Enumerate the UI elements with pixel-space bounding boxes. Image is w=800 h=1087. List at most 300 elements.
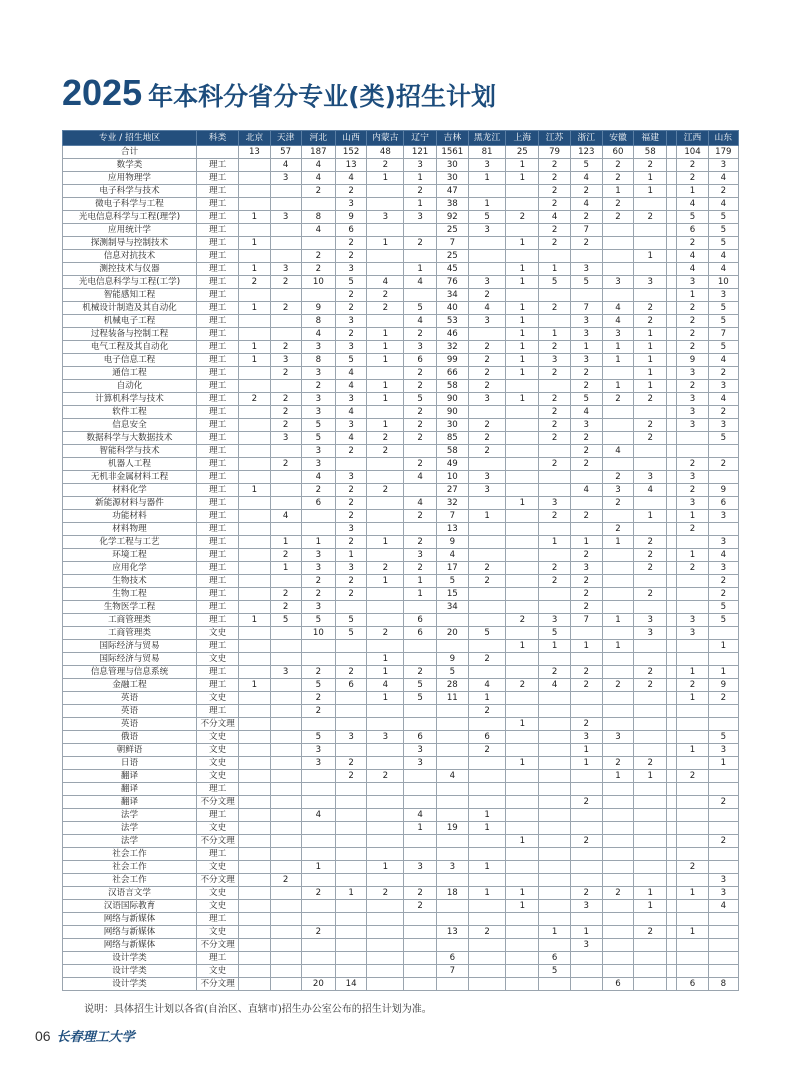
quota-cell bbox=[634, 198, 667, 211]
quota-cell bbox=[239, 198, 270, 211]
quota-cell: 1 bbox=[602, 185, 633, 198]
quota-cell bbox=[667, 796, 677, 809]
quota-cell bbox=[239, 471, 270, 484]
quota-cell bbox=[667, 497, 677, 510]
quota-cell: 1 bbox=[506, 159, 539, 172]
quota-cell bbox=[667, 185, 677, 198]
quota-cell: 2 bbox=[570, 718, 602, 731]
quota-cell bbox=[667, 445, 677, 458]
quota-cell bbox=[539, 835, 570, 848]
quota-cell bbox=[634, 406, 667, 419]
major-cell: 法学 bbox=[63, 835, 197, 848]
category-cell: 理工 bbox=[196, 393, 238, 406]
table-row bbox=[63, 978, 739, 991]
quota-cell bbox=[539, 601, 570, 614]
category-cell: 理工 bbox=[196, 588, 238, 601]
quota-cell bbox=[335, 939, 366, 952]
quota-cell bbox=[367, 471, 404, 484]
quota-cell bbox=[506, 484, 539, 497]
major-cell: 汉语言文学 bbox=[63, 887, 197, 900]
quota-cell: 2 bbox=[570, 432, 602, 445]
quota-cell: 7 bbox=[436, 510, 468, 523]
major-cell: 俄语 bbox=[63, 731, 197, 744]
table-row bbox=[63, 341, 739, 354]
quota-cell bbox=[436, 744, 468, 757]
quota-cell bbox=[506, 510, 539, 523]
quota-cell: 92 bbox=[436, 211, 468, 224]
quota-cell bbox=[667, 367, 677, 380]
table-row bbox=[63, 354, 739, 367]
quota-cell bbox=[708, 783, 738, 796]
quota-cell: 2 bbox=[404, 185, 436, 198]
quota-cell bbox=[404, 835, 436, 848]
quota-cell: 2 bbox=[570, 445, 602, 458]
quota-cell bbox=[468, 263, 505, 276]
quota-cell: 90 bbox=[436, 406, 468, 419]
quota-cell: 2 bbox=[270, 874, 301, 887]
quota-cell: 4 bbox=[367, 679, 404, 692]
quota-cell bbox=[239, 666, 270, 679]
quota-cell bbox=[634, 575, 667, 588]
table-row bbox=[63, 861, 739, 874]
quota-cell: 1 bbox=[367, 354, 404, 367]
quota-cell: 2 bbox=[468, 367, 505, 380]
quota-cell: 46 bbox=[436, 328, 468, 341]
quota-cell bbox=[270, 705, 301, 718]
quota-cell bbox=[239, 380, 270, 393]
quota-cell: 3 bbox=[539, 354, 570, 367]
major-cell: 无机非金属材料工程 bbox=[63, 471, 197, 484]
major-cell: 数学类 bbox=[63, 159, 197, 172]
quota-cell bbox=[239, 822, 270, 835]
quota-cell: 4 bbox=[708, 250, 738, 263]
category-cell: 理工 bbox=[196, 250, 238, 263]
quota-cell bbox=[239, 536, 270, 549]
quota-cell: 3 bbox=[335, 315, 366, 328]
quota-cell bbox=[667, 874, 677, 887]
quota-cell: 4 bbox=[602, 315, 633, 328]
quota-cell: 1 bbox=[367, 380, 404, 393]
major-cell: 测控技术与仪器 bbox=[63, 263, 197, 276]
table-row bbox=[63, 627, 739, 640]
quota-cell: 3 bbox=[468, 471, 505, 484]
quota-cell bbox=[539, 744, 570, 757]
quota-cell: 6 bbox=[301, 497, 335, 510]
quota-cell: 1 bbox=[634, 172, 667, 185]
quota-cell bbox=[602, 549, 633, 562]
category-cell: 理工 bbox=[196, 523, 238, 536]
quota-cell: 2 bbox=[602, 679, 633, 692]
quota-cell: 3 bbox=[708, 874, 738, 887]
quota-cell: 1 bbox=[506, 315, 539, 328]
major-cell: 社会工作 bbox=[63, 861, 197, 874]
quota-cell: 2 bbox=[301, 887, 335, 900]
quota-cell bbox=[436, 731, 468, 744]
quota-cell bbox=[602, 627, 633, 640]
quota-cell: 2 bbox=[335, 237, 366, 250]
quota-cell: 2 bbox=[335, 302, 366, 315]
quota-cell: 1 bbox=[468, 692, 505, 705]
quota-cell: 2 bbox=[602, 757, 633, 770]
quota-cell bbox=[667, 276, 677, 289]
quota-cell bbox=[468, 666, 505, 679]
major-cell: 网络与新媒体 bbox=[63, 926, 197, 939]
table-row bbox=[63, 497, 739, 510]
quota-cell bbox=[506, 874, 539, 887]
major-cell: 电子信息工程 bbox=[63, 354, 197, 367]
quota-cell bbox=[602, 861, 633, 874]
quota-cell bbox=[301, 900, 335, 913]
quota-cell: 2 bbox=[677, 861, 708, 874]
quota-cell: 3 bbox=[468, 159, 505, 172]
category-cell: 理工 bbox=[196, 237, 238, 250]
quota-cell bbox=[335, 965, 366, 978]
quota-cell bbox=[677, 445, 708, 458]
quota-cell: 2 bbox=[335, 445, 366, 458]
quota-cell bbox=[570, 783, 602, 796]
quota-cell: 1 bbox=[239, 614, 270, 627]
quota-cell: 2 bbox=[468, 705, 505, 718]
quota-cell bbox=[677, 757, 708, 770]
quota-cell bbox=[468, 237, 505, 250]
quota-cell: 2 bbox=[708, 796, 738, 809]
quota-cell bbox=[239, 315, 270, 328]
quota-cell bbox=[667, 900, 677, 913]
quota-cell bbox=[335, 900, 366, 913]
table-row bbox=[63, 679, 739, 692]
quota-cell: 4 bbox=[708, 198, 738, 211]
quota-cell: 1 bbox=[367, 653, 404, 666]
table-row bbox=[63, 302, 739, 315]
category-cell: 理工 bbox=[196, 211, 238, 224]
quota-cell: 2 bbox=[506, 211, 539, 224]
quota-cell bbox=[708, 523, 738, 536]
category-cell: 理工 bbox=[196, 458, 238, 471]
quota-cell: 2 bbox=[335, 497, 366, 510]
major-cell: 信息对抗技术 bbox=[63, 250, 197, 263]
quota-cell bbox=[506, 432, 539, 445]
quota-cell: 2 bbox=[570, 211, 602, 224]
quota-cell bbox=[506, 744, 539, 757]
quota-cell bbox=[506, 783, 539, 796]
quota-cell: 4 bbox=[335, 432, 366, 445]
quota-cell: 2 bbox=[506, 614, 539, 627]
quota-cell: 3 bbox=[677, 497, 708, 510]
quota-cell bbox=[667, 237, 677, 250]
quota-cell: 7 bbox=[570, 302, 602, 315]
quota-cell bbox=[367, 913, 404, 926]
quota-cell bbox=[335, 458, 366, 471]
table-row bbox=[63, 198, 739, 211]
quota-cell: 5 bbox=[270, 614, 301, 627]
quota-cell: 1 bbox=[270, 562, 301, 575]
quota-cell: 2 bbox=[539, 198, 570, 211]
table-row bbox=[63, 380, 739, 393]
quota-cell: 1561 bbox=[436, 146, 468, 159]
quota-cell bbox=[335, 874, 366, 887]
quota-cell: 8 bbox=[708, 978, 738, 991]
quota-cell: 2 bbox=[539, 159, 570, 172]
quota-cell: 1 bbox=[602, 614, 633, 627]
major-cell: 英语 bbox=[63, 705, 197, 718]
table-row bbox=[63, 705, 739, 718]
quota-cell: 2 bbox=[570, 237, 602, 250]
quota-cell: 4 bbox=[570, 172, 602, 185]
quota-cell: 34 bbox=[436, 289, 468, 302]
quota-cell bbox=[239, 445, 270, 458]
quota-cell: 1 bbox=[468, 510, 505, 523]
quota-cell: 3 bbox=[335, 471, 366, 484]
quota-cell bbox=[270, 471, 301, 484]
quota-cell: 1 bbox=[404, 172, 436, 185]
quota-cell: 2 bbox=[468, 341, 505, 354]
quota-cell bbox=[602, 250, 633, 263]
quota-cell bbox=[667, 289, 677, 302]
quota-cell bbox=[634, 445, 667, 458]
quota-cell bbox=[634, 965, 667, 978]
major-cell: 计算机科学与技术 bbox=[63, 393, 197, 406]
quota-cell bbox=[677, 640, 708, 653]
major-cell: 应用统计学 bbox=[63, 224, 197, 237]
quota-cell bbox=[270, 952, 301, 965]
quota-cell bbox=[677, 432, 708, 445]
quota-cell: 4 bbox=[301, 224, 335, 237]
quota-cell bbox=[468, 913, 505, 926]
quota-cell: 2 bbox=[367, 770, 404, 783]
category-cell: 理工 bbox=[196, 575, 238, 588]
quota-cell bbox=[270, 822, 301, 835]
quota-cell bbox=[677, 835, 708, 848]
quota-cell: 1 bbox=[468, 887, 505, 900]
quota-cell: 3 bbox=[570, 939, 602, 952]
quota-cell: 2 bbox=[404, 458, 436, 471]
quota-cell: 20 bbox=[436, 627, 468, 640]
category-cell: 理工 bbox=[196, 289, 238, 302]
category-cell: 文史 bbox=[196, 757, 238, 770]
quota-cell: 1 bbox=[367, 575, 404, 588]
quota-cell bbox=[634, 224, 667, 237]
quota-cell bbox=[667, 224, 677, 237]
quota-cell bbox=[367, 601, 404, 614]
quota-cell: 53 bbox=[436, 315, 468, 328]
quota-cell: 1 bbox=[239, 484, 270, 497]
table-row bbox=[63, 965, 739, 978]
quota-cell bbox=[506, 224, 539, 237]
quota-cell: 4 bbox=[570, 406, 602, 419]
quota-cell bbox=[667, 718, 677, 731]
quota-cell bbox=[506, 523, 539, 536]
quota-cell bbox=[667, 146, 677, 159]
category-cell: 理工 bbox=[196, 367, 238, 380]
quota-cell bbox=[667, 705, 677, 718]
quota-cell: 6 bbox=[436, 952, 468, 965]
quota-cell bbox=[468, 835, 505, 848]
major-cell: 材料物理 bbox=[63, 523, 197, 536]
table-row bbox=[63, 783, 739, 796]
quota-cell bbox=[239, 939, 270, 952]
quota-cell bbox=[570, 705, 602, 718]
quota-cell bbox=[667, 315, 677, 328]
quota-cell bbox=[301, 718, 335, 731]
quota-cell bbox=[539, 445, 570, 458]
quota-cell: 2 bbox=[335, 328, 366, 341]
quota-cell: 3 bbox=[270, 263, 301, 276]
quota-cell bbox=[506, 731, 539, 744]
major-cell: 材料化学 bbox=[63, 484, 197, 497]
quota-cell: 1 bbox=[570, 744, 602, 757]
quota-cell bbox=[667, 263, 677, 276]
quota-cell bbox=[404, 783, 436, 796]
quota-cell: 1 bbox=[367, 666, 404, 679]
quota-cell: 45 bbox=[436, 263, 468, 276]
quota-cell bbox=[239, 172, 270, 185]
quota-cell: 7 bbox=[436, 237, 468, 250]
quota-cell bbox=[468, 874, 505, 887]
quota-cell: 2 bbox=[539, 172, 570, 185]
quota-cell: 3 bbox=[335, 419, 366, 432]
quota-cell bbox=[506, 562, 539, 575]
quota-cell: 2 bbox=[335, 588, 366, 601]
quota-cell: 2 bbox=[335, 536, 366, 549]
quota-cell bbox=[602, 458, 633, 471]
quota-cell bbox=[667, 406, 677, 419]
quota-cell bbox=[367, 497, 404, 510]
category-cell: 理工 bbox=[196, 562, 238, 575]
quota-cell: 1 bbox=[677, 510, 708, 523]
quota-cell: 3 bbox=[708, 380, 738, 393]
quota-cell bbox=[367, 796, 404, 809]
quota-cell bbox=[677, 731, 708, 744]
quota-cell bbox=[506, 809, 539, 822]
page-title bbox=[62, 72, 496, 114]
quota-cell: 2 bbox=[677, 328, 708, 341]
quota-cell bbox=[270, 913, 301, 926]
quota-cell bbox=[468, 614, 505, 627]
title-year: 2025 bbox=[62, 72, 143, 113]
quota-cell bbox=[667, 523, 677, 536]
quota-cell bbox=[667, 614, 677, 627]
quota-cell: 2 bbox=[602, 159, 633, 172]
quota-cell: 2 bbox=[677, 315, 708, 328]
header-region: 江苏 bbox=[539, 131, 570, 146]
quota-cell bbox=[667, 510, 677, 523]
quota-cell bbox=[367, 705, 404, 718]
quota-cell: 1 bbox=[506, 900, 539, 913]
quota-cell: 4 bbox=[270, 159, 301, 172]
quota-cell bbox=[602, 562, 633, 575]
table-row bbox=[63, 484, 739, 497]
quota-cell: 4 bbox=[335, 406, 366, 419]
header-region: 吉林 bbox=[436, 131, 468, 146]
quota-cell bbox=[667, 848, 677, 861]
quota-cell: 1 bbox=[677, 692, 708, 705]
quota-cell bbox=[708, 445, 738, 458]
quota-cell: 2 bbox=[539, 575, 570, 588]
quota-cell: 13 bbox=[436, 523, 468, 536]
quota-cell: 2 bbox=[367, 887, 404, 900]
quota-cell: 3 bbox=[301, 562, 335, 575]
quota-cell: 3 bbox=[677, 393, 708, 406]
table-row bbox=[63, 406, 739, 419]
quota-cell bbox=[677, 939, 708, 952]
major-cell: 汉语国际教育 bbox=[63, 900, 197, 913]
quota-cell bbox=[270, 887, 301, 900]
quota-cell bbox=[301, 523, 335, 536]
table-row bbox=[63, 666, 739, 679]
quota-cell: 28 bbox=[436, 679, 468, 692]
quota-cell: 2 bbox=[570, 666, 602, 679]
quota-cell: 25 bbox=[436, 250, 468, 263]
table-row bbox=[63, 614, 739, 627]
quota-cell: 3 bbox=[539, 497, 570, 510]
quota-cell bbox=[239, 926, 270, 939]
header-region: 北京 bbox=[239, 131, 270, 146]
major-cell: 翻译 bbox=[63, 783, 197, 796]
quota-cell: 5 bbox=[335, 276, 366, 289]
quota-cell: 4 bbox=[404, 276, 436, 289]
quota-cell: 2 bbox=[468, 562, 505, 575]
quota-cell bbox=[239, 159, 270, 172]
quota-cell: 2 bbox=[468, 926, 505, 939]
quota-cell bbox=[634, 978, 667, 991]
quota-cell bbox=[602, 432, 633, 445]
header-region: 山东 bbox=[708, 131, 738, 146]
quota-cell: 3 bbox=[335, 523, 366, 536]
quota-cell bbox=[270, 484, 301, 497]
quota-cell bbox=[239, 978, 270, 991]
quota-cell bbox=[239, 757, 270, 770]
quota-cell bbox=[570, 861, 602, 874]
major-cell: 新能源材料与器件 bbox=[63, 497, 197, 510]
table-row bbox=[63, 588, 739, 601]
quota-cell: 4 bbox=[602, 445, 633, 458]
quota-cell bbox=[335, 848, 366, 861]
quota-cell: 1 bbox=[367, 861, 404, 874]
quota-cell: 1 bbox=[506, 835, 539, 848]
major-cell: 工商管理类 bbox=[63, 614, 197, 627]
category-cell: 不分文理 bbox=[196, 978, 238, 991]
quota-cell bbox=[367, 926, 404, 939]
table-row bbox=[63, 445, 739, 458]
quota-cell: 2 bbox=[335, 666, 366, 679]
quota-cell: 3 bbox=[677, 406, 708, 419]
quota-cell: 6 bbox=[404, 731, 436, 744]
quota-cell: 1 bbox=[506, 237, 539, 250]
quota-cell: 4 bbox=[404, 471, 436, 484]
quota-cell: 2 bbox=[634, 757, 667, 770]
quota-cell bbox=[239, 705, 270, 718]
quota-cell bbox=[468, 952, 505, 965]
quota-cell bbox=[239, 523, 270, 536]
quota-cell: 2 bbox=[570, 887, 602, 900]
major-cell: 探测制导与控制技术 bbox=[63, 237, 197, 250]
quota-cell bbox=[539, 770, 570, 783]
quota-cell bbox=[301, 237, 335, 250]
quota-cell: 1 bbox=[634, 770, 667, 783]
quota-cell: 1 bbox=[506, 341, 539, 354]
quota-cell bbox=[468, 185, 505, 198]
quota-cell: 3 bbox=[404, 159, 436, 172]
quota-cell: 1 bbox=[634, 380, 667, 393]
quota-cell bbox=[708, 770, 738, 783]
category-cell: 理工 bbox=[196, 679, 238, 692]
category-cell: 理工 bbox=[196, 705, 238, 718]
quota-cell bbox=[270, 757, 301, 770]
category-cell: 理工 bbox=[196, 445, 238, 458]
quota-cell: 179 bbox=[708, 146, 738, 159]
quota-cell: 2 bbox=[404, 562, 436, 575]
quota-cell: 7 bbox=[570, 614, 602, 627]
